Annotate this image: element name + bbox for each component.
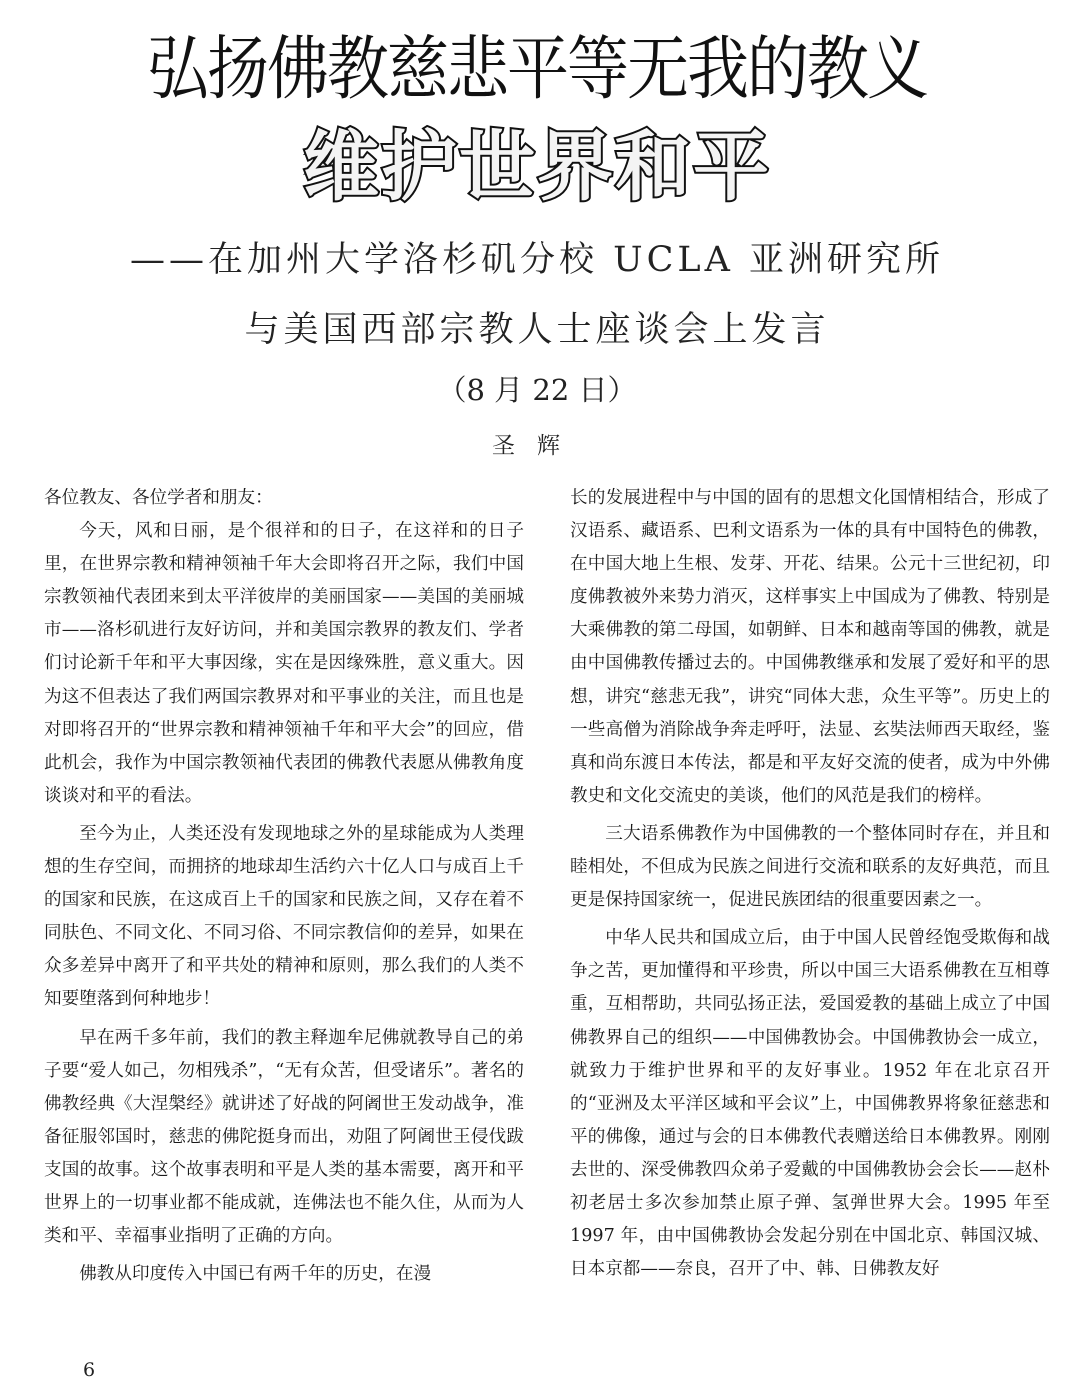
subtitle-line-2: 与美国西部宗教人士座谈会上发言 (244, 310, 830, 350)
paragraph: 早在两千多年前，我们的教主释迦牟尼佛就教导自己的弟子要“爱人如己，勿相残杀”，“无有众苦，但受诸乐”。著名的佛教经典《大涅槃经》就讲述了好战的阿阇世王发动战争，准备征服邻国时，慈悲的佛陀挺身而出，劝阻了阿阇世王侵伐跋支国的故事。这个故事表明和平是人类的基本需要，离开和平世界上的一切事业都不能成就，连佛法也不能久住，从而为人类和平、幸福事业指明了正确的方向。 (44, 1027, 524, 1247)
title-line-2: 维护世界和平 (303, 122, 771, 211)
body-column-right (570, 482, 1050, 1286)
paragraph: 至今为止，人类还没有发现地球之外的星球能成为人类理想的生存空间，而拥挤的地球却生活约六十亿人口与成百上千的国家和民族，在这成百上千的国家和民族之间，又存在着不同肤色、不同文化、不同习俗、不同宗教信仰的差异，如果在众多差异中离开了和平共处的精神和原则，那么我们的人类不知要堕落到何种地步！ (44, 823, 524, 1010)
title-line-1: 弘扬佛教慈悲平等无我的教义 (146, 27, 927, 110)
author-name: 圣辉 (492, 433, 582, 459)
speech-date: （8 月 22 日） (437, 373, 637, 407)
paragraph: 今天，风和日丽，是个很祥和的日子，在这祥和的日子里，在世界宗教和精神领袖千年大会即将召开之际，我们中国宗教领袖代表团来到太平洋彼岸的美丽国家——美国的美丽城市——洛杉矶进行友好访问，并和美国宗教界的教友们、学者们讨论新千年和平大事因缘，实在是因缘殊胜，意义重大。因为这不但表达了我们两国宗教界对和平事业的关注，而且也是对即将召开的“世界宗教和精神领袖千年和平大会”的回应，借此机会，我作为中国宗教领袖代表团的佛教代表愿从佛教角度谈谈对和平的看法。 (44, 521, 524, 806)
paragraph: 中华人民共和国成立后，由于中国人民曾经饱受欺侮和战争之苦，更加懂得和平珍贵，所以中国三大语系佛教在互相尊重，互相帮助，共同弘扬正法，爱国爱教的基础上成立了中国佛教界自己的组织——中国佛教协会。中国佛教协会一成立，就致力于维护世界和平的友好事业。1952 年在北京召开的“亚洲及太平洋区域和平会议”上，中国佛教界将象征慈悲和平的佛像，通过与会的日本佛教代表赠送给日本佛教界。刚刚去世的、深受佛教四众弟子爱戴的中国佛教协会会长——赵朴初老居士多次参加禁止原子弹、氢弹世界大会。1995 年至 1997 年，由中国佛教协会发起分别在中国北京、韩国汉城、日本京都——奈良，召开了中、韩、日佛教友好 (570, 928, 1050, 1280)
paragraph: 长的发展进程中与中国的固有的思想文化国情相结合，形成了汉语系、藏语系、巴利文语系为一体的具有中国特色的佛教，在中国大地上生根、发芽、开花、结果。公元十三世纪初，印度佛教被外来势力消灭，这样事实上中国成为了佛教、特别是大乘佛教的第二母国，如朝鲜、日本和越南等国的佛教，就是由中国佛教传播过去的。中国佛教继承和发展了爱好和平的思想，讲究“慈悲无我”，讲究“同体大悲，众生平等”。历史上的一些高僧为消除战争奔走呼吁，法显、玄奘法师西天取经，鉴真和尚东渡日本传法，都是和平友好交流的使者，成为中外佛教史和文化交流史的美谈，他们的风范是我们的榜样。 (570, 488, 1050, 806)
paragraph: 佛教从印度传入中国已有两千年的历史，在漫 (79, 1264, 432, 1285)
salutation: 各位教友、各位学者和朋友： (44, 488, 273, 508)
paragraph: 三大语系佛教作为中国佛教的一个整体同时存在，并且和睦相处，不但成为民族之间进行交流和联系的友好典范，而且更是保持国家统一，促进民族团结的很重要因素之一。 (570, 823, 1050, 911)
page-number: 6 (83, 1359, 96, 1381)
body-column-left (44, 482, 524, 1291)
subtitle-line-1: ——在加州大学洛杉矶分校 UCLA 亚洲研究所 (129, 240, 945, 280)
